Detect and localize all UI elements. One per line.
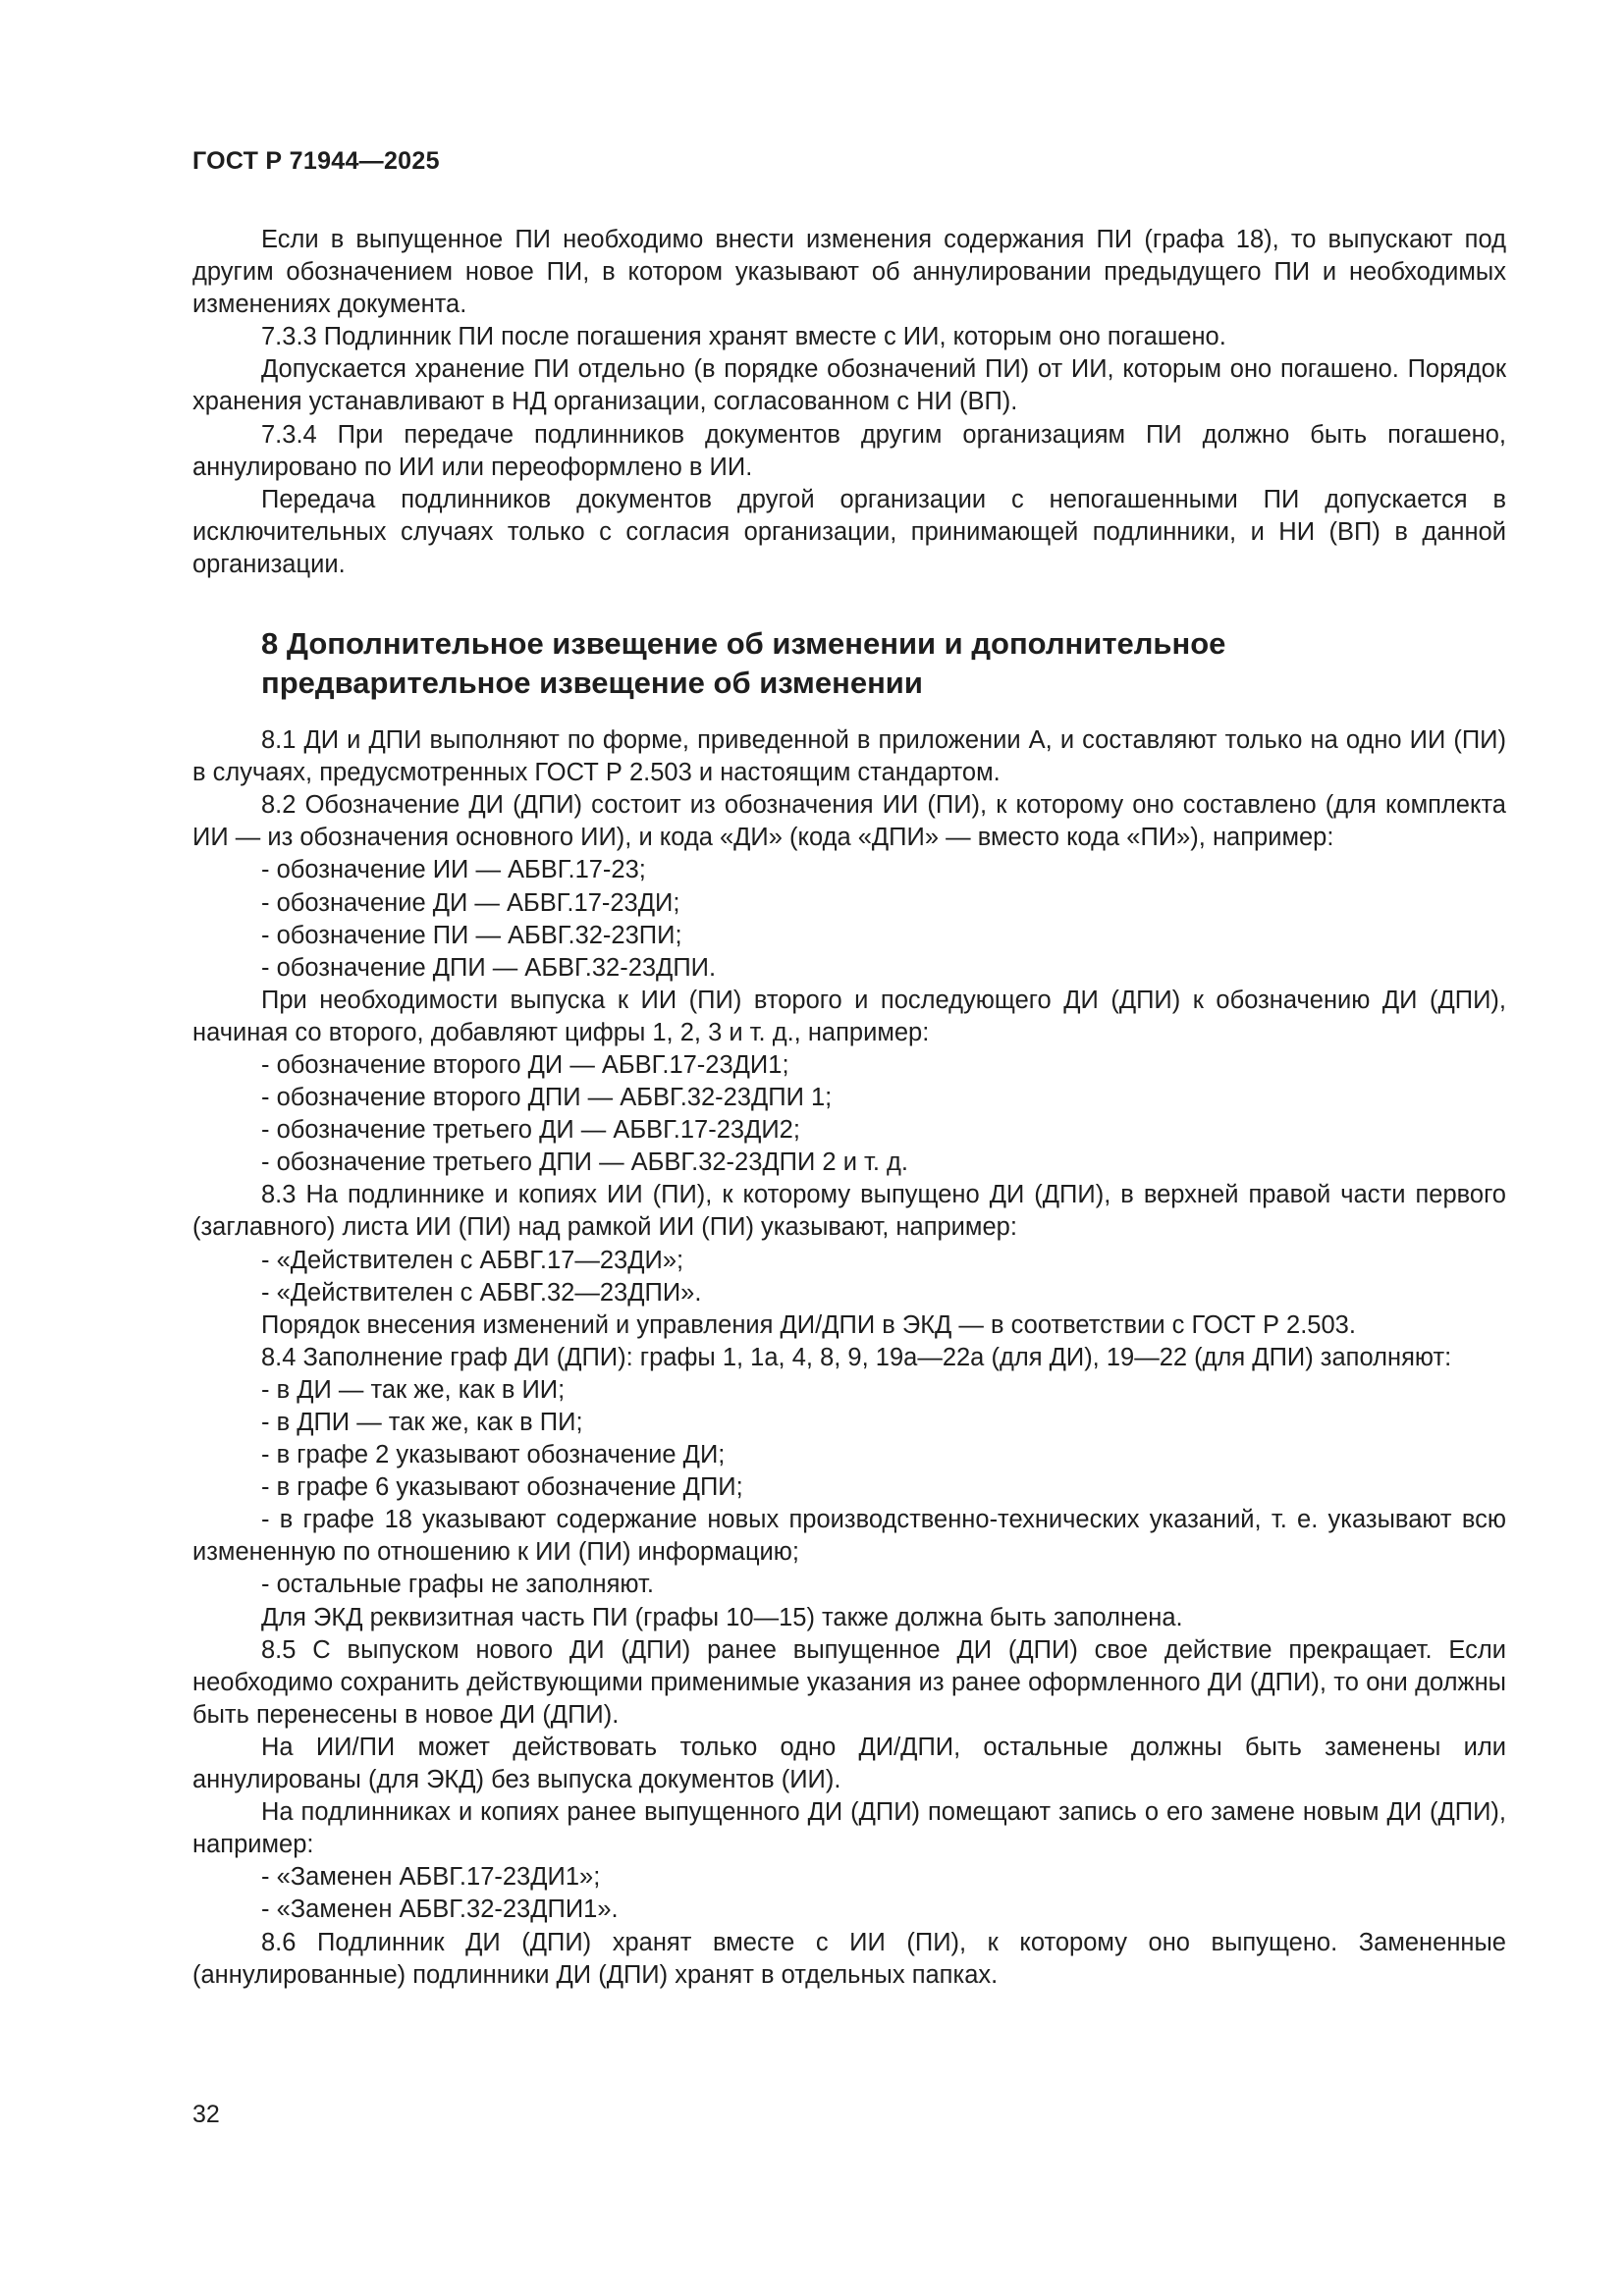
page-body: [192, 224, 1506, 1992]
paragraph: 8.2 Обозначение ДИ (ДПИ) состоит из обозначения ИИ (ПИ), к которому оно составлено (для комплекта ИИ — из обозначения основного ИИ), и кода «ДИ» (кода «ДПИ» — вместо кода «ПИ»), например:: [192, 791, 1506, 852]
paragraph: Порядок внесения изменений и управления ДИ/ДПИ в ЭКД — в соответствии с ГОСТ Р 2.503.: [261, 1310, 1356, 1339]
paragraph: На ИИ/ПИ может действовать только одно ДИ/ДПИ, остальные должны быть заменены или аннулированы (для ЭКД) без выпуска документов (ИИ).: [192, 1733, 1506, 1794]
paragraph: - в графе 18 указывают содержание новых производственно-технических указаний, т. е. указывают всю измененную по отношению к ИИ (ПИ) информацию;: [192, 1506, 1506, 1567]
list-item: - «Действителен с АБВГ.17—23ДИ»;: [261, 1246, 684, 1274]
paragraph: 8.6 Подлинник ДИ (ДПИ) хранят вместе с ИИ (ПИ), к которому оно выпущено. Замененные (аннулированные) подлинники ДИ (ДПИ) хранят в отдельных папках.: [192, 1928, 1506, 1989]
document-header: ГОСТ Р 71944—2025: [192, 147, 440, 175]
list-item: - в ДИ — так же, как в ИИ;: [261, 1375, 566, 1404]
paragraph: Допускается хранение ПИ отдельно (в порядке обозначений ПИ) от ИИ, которым оно погашено. Порядок хранения устанавливают в НД организации, согласованном с НИ (ВП).: [192, 355, 1506, 416]
paragraph: 8.5 С выпуском нового ДИ (ДПИ) ранее выпущенное ДИ (ДПИ) свое действие прекращает. Если необходимо сохранить действующими применимые указания из ранее оформленного ДИ (ДПИ), то они должны быть перенесены в новое ДИ (ДПИ).: [192, 1635, 1506, 1729]
list-item: - обозначение второго ДПИ — АБВГ.32-23ДПИ 1;: [261, 1084, 833, 1112]
paragraph: 8.3 На подлиннике и копиях ИИ (ПИ), к которому выпущено ДИ (ДПИ), в верхней правой части первого (заглавного) листа ИИ (ПИ) над рамкой ИИ (ПИ) указывают, например:: [192, 1181, 1506, 1242]
list-item: - в графе 6 указывают обозначение ДПИ;: [261, 1473, 743, 1502]
list-item: - обозначение третьего ДИ — АБВГ.17-23ДИ2;: [261, 1116, 800, 1145]
paragraph: 8.4 Заполнение граф ДИ (ДПИ): графы 1, 1а, 4, 8, 9, 19а—22а (для ДИ), 19—22 (для ДПИ) заполняют:: [261, 1343, 1452, 1371]
list-item: - «Заменен АБВГ.32-23ДПИ1».: [261, 1896, 619, 1924]
paragraph: Для ЭКД реквизитная часть ПИ (графы 10—15) также должна быть заполнена.: [261, 1603, 1183, 1631]
page-number: 32: [192, 2101, 220, 2128]
paragraph: 8.1 ДИ и ДПИ выполняют по форме, приведенной в приложении А, и составляют только на одно ИИ (ПИ) в случаях, предусмотренных ГОСТ Р 2.503 и настоящим стандартом.: [192, 726, 1506, 787]
list-item: - обозначение ИИ — АБВГ.17-23;: [261, 856, 646, 884]
paragraph: Если в выпущенное ПИ необходимо внести изменения содержания ПИ (графа 18), то выпускают под другим обозначением новое ПИ, в котором указывают об аннулировании предыдущего ПИ и необходимых изменениях документа.: [192, 226, 1506, 319]
paragraph: Передача подлинников документов другой организации с непогашенными ПИ допускается в исключительных случаях только с согласия организации, принимающей подлинники, и НИ (ВП) в данной организации.: [192, 485, 1506, 578]
section-8-heading-line-2: предварительное извещение об изменении: [261, 666, 923, 701]
section-8-heading-line-1: 8 Дополнительное извещение об изменении и дополнительное: [261, 626, 1226, 662]
paragraph: 7.3.3 Подлинник ПИ после погашения хранят вместе с ИИ, которым оно погашено.: [261, 323, 1226, 351]
list-item: - обозначение второго ДИ — АБВГ.17-23ДИ1;: [261, 1050, 789, 1079]
paragraph: При необходимости выпуска к ИИ (ПИ) второго и последующего ДИ (ДПИ) к обозначению ДИ (ДПИ), начиная со второго, добавляют цифры 1, 2, 3 и т. д., например:: [192, 986, 1506, 1046]
section-8-text: [192, 724, 1506, 1992]
list-item: - обозначение третьего ДПИ — АБВГ.32-23ДПИ 2 и т. д.: [261, 1148, 909, 1177]
list-item: - обозначение ДИ — АБВГ.17-23ДИ;: [261, 888, 680, 917]
section-7-text: [192, 224, 1506, 581]
list-item: - «Заменен АБВГ.17-23ДИ1»;: [261, 1863, 601, 1892]
paragraph: На подлинниках и копиях ранее выпущенного ДИ (ДПИ) помещают запись о его замене новым ДИ (ДПИ), например:: [192, 1798, 1506, 1859]
list-item: - в графе 2 указывают обозначение ДИ;: [261, 1441, 726, 1469]
list-item: - обозначение ПИ — АБВГ.32-23ПИ;: [261, 921, 682, 949]
list-item: - остальные графы не заполняют.: [261, 1571, 654, 1599]
section-8-heading: [261, 624, 1506, 703]
paragraph: 7.3.4 При передаче подлинников документов другим организациям ПИ должно быть погашено, аннулировано по ИИ или переоформлено в ИИ.: [192, 420, 1506, 481]
list-item: - «Действителен с АБВГ.32—23ДПИ».: [261, 1278, 702, 1307]
list-item: - обозначение ДПИ — АБВГ.32-23ДПИ.: [261, 953, 717, 982]
list-item: - в ДПИ — так же, как в ПИ;: [261, 1409, 583, 1436]
